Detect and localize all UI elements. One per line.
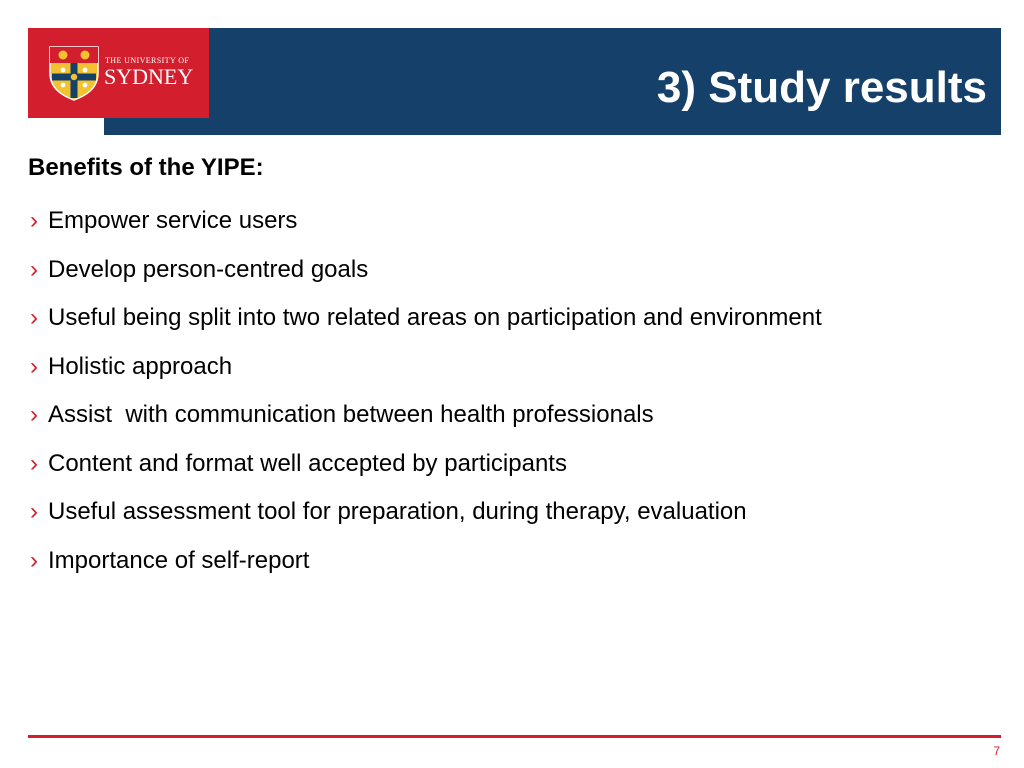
slide-title: 3) Study results <box>656 63 987 112</box>
list-item-text: Holistic approach <box>48 352 233 380</box>
list-item-text: Empower service users <box>48 207 298 234</box>
list-item-text: Useful assessment tool for preparation, during therapy, evaluation <box>48 498 747 525</box>
list-item-text: Develop person-centred goals <box>48 255 369 283</box>
logo-line-small: THE UNIVERSITY OF <box>105 56 190 65</box>
chevron-right-icon: › <box>30 401 38 428</box>
list-item <box>28 544 822 593</box>
footer-divider <box>28 735 1001 738</box>
section-subheading: Benefits of the YIPE: <box>28 154 264 181</box>
page-number: 7 <box>993 744 1000 758</box>
logo-line-large: SYDNEY <box>104 64 194 89</box>
university-logo <box>28 28 209 118</box>
list-item <box>28 495 822 544</box>
chevron-right-icon: › <box>30 352 38 380</box>
chevron-right-icon: › <box>30 546 38 574</box>
chevron-right-icon: › <box>30 449 38 477</box>
list-item <box>28 350 822 399</box>
chevron-right-icon: › <box>30 498 38 525</box>
chevron-right-icon: › <box>30 207 38 234</box>
list-item <box>28 204 822 253</box>
list-item-text: Useful being split into two related areas on participation and environment <box>48 304 822 331</box>
list-item-text: Importance of self-report <box>48 546 310 574</box>
title-bar <box>104 28 1001 135</box>
university-crest-icon <box>47 43 101 101</box>
list-item-text: Assist with communication between health professionals <box>48 401 654 428</box>
chevron-right-icon: › <box>30 304 38 331</box>
list-item <box>28 253 822 302</box>
list-item <box>28 398 822 447</box>
chevron-right-icon: › <box>30 255 38 283</box>
list-item <box>28 447 822 496</box>
list-item <box>28 301 822 350</box>
benefits-list <box>28 204 822 592</box>
list-item-text: Content and format well accepted by participants <box>48 449 567 477</box>
